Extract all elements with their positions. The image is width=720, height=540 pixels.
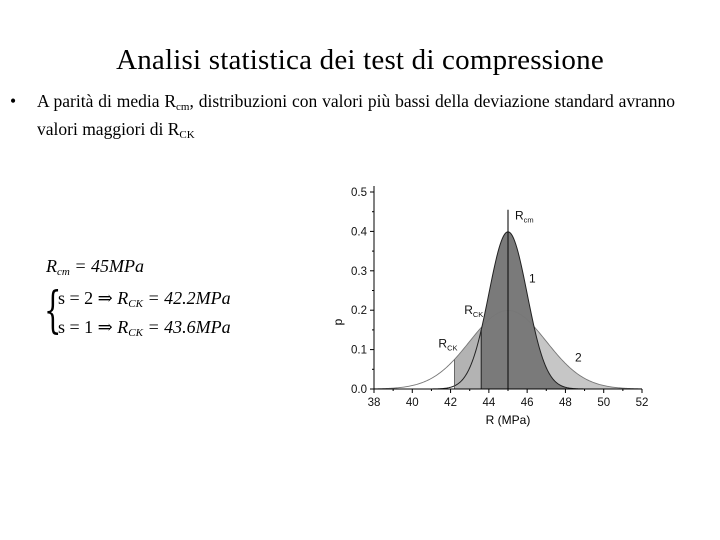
annotation-label: R xyxy=(438,336,448,351)
bullet-subscript: CK xyxy=(179,129,195,141)
formula-case-s1 xyxy=(58,317,231,339)
chart-annotation xyxy=(438,337,457,353)
x-tick-label: 40 xyxy=(405,397,419,409)
formula-condition: s = 1 ⇒ xyxy=(58,317,118,337)
left-brace: { xyxy=(44,281,62,339)
x-tick-label: 42 xyxy=(444,397,457,409)
formula-value: = 43.6MPa xyxy=(142,317,231,337)
x-tick-label: 52 xyxy=(635,397,649,409)
annotation-label: R xyxy=(464,303,473,318)
formula-symbol: R xyxy=(117,317,129,337)
bullet-subscript: cm xyxy=(176,101,190,113)
annotation-subscript: cm xyxy=(523,215,534,225)
bullet-marker: • xyxy=(10,91,17,111)
y-tick-label: 0.2 xyxy=(351,305,367,318)
normal-distribution-chart xyxy=(320,178,660,438)
formula-subscript: CK xyxy=(128,327,143,339)
chart-annotation xyxy=(529,272,536,286)
formula-case-s2 xyxy=(58,288,231,310)
formula-subscript: cm xyxy=(57,266,70,278)
x-axis-label: R (MPa) xyxy=(485,413,531,427)
annotation-subscript: CK xyxy=(472,310,484,320)
bullet-text-part: , distribuzioni con valori più bassi della deviazione standard avranno valori maggiori di R xyxy=(37,91,675,139)
chart-annotation xyxy=(464,303,483,319)
chart-annotation xyxy=(575,350,582,364)
annotation-label: 1 xyxy=(529,271,536,286)
annotation-label: R xyxy=(515,208,524,223)
formula-symbol: R xyxy=(46,256,57,276)
x-tick-label: 44 xyxy=(482,397,496,409)
y-tick-label: 0.1 xyxy=(351,344,367,357)
y-tick-label: 0.0 xyxy=(351,384,367,396)
annotation-subscript: CK xyxy=(447,343,458,353)
y-tick-label: 0.4 xyxy=(351,226,367,239)
y-tick-label: 0.3 xyxy=(351,265,367,278)
formula-symbol: R xyxy=(117,288,129,308)
y-tick-label: 0.5 xyxy=(351,187,367,199)
y-axis-label: p xyxy=(331,318,345,326)
series-2-tail-area xyxy=(454,327,481,389)
slide-title: Analisi statistica dei test di compressione xyxy=(116,44,604,76)
annotation-label: 2 xyxy=(575,350,582,365)
formula-subscript: CK xyxy=(128,298,143,310)
bullet-text-part: A parità di media R xyxy=(37,91,177,111)
bullet-text xyxy=(37,90,675,146)
formula-value: = 45MPa xyxy=(69,256,144,276)
formula-value: = 42.2MPa xyxy=(142,288,231,308)
formula-mean-line xyxy=(46,256,144,278)
x-tick-label: 46 xyxy=(520,397,534,409)
chart-annotation xyxy=(515,209,534,225)
x-tick-label: 38 xyxy=(367,397,381,409)
formula-condition: s = 2 ⇒ xyxy=(58,288,118,308)
x-tick-label: 48 xyxy=(559,397,572,409)
x-tick-label: 50 xyxy=(597,397,611,409)
